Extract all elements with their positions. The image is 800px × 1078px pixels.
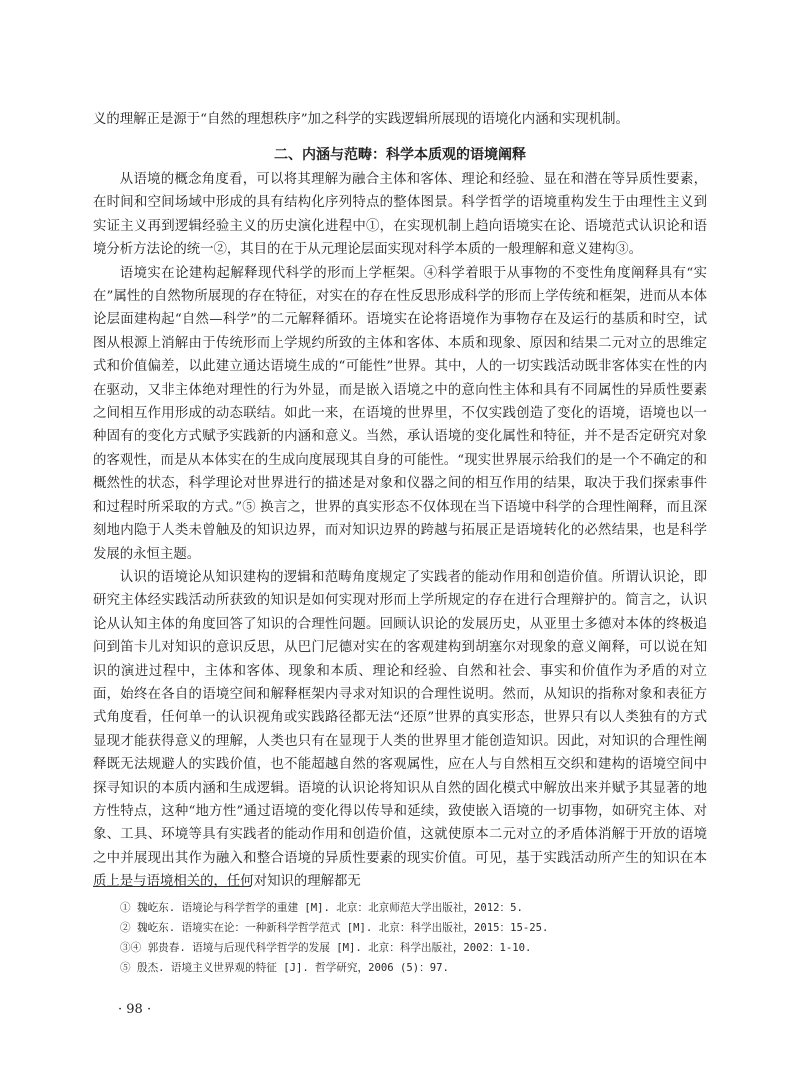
continued-paragraph xyxy=(93,108,707,132)
footnote: ⑤ 殷杰. 语境主义世界观的特征 [J]. 哲学研究，2006 (5)：97. xyxy=(120,962,449,974)
body-paragraphs xyxy=(93,168,707,894)
paragraph: 语境实在论建构起解释现代科学的形而上学框架。④科学着眼于从事物的不变性角度阐释具有“实在”属性的自然物所展现的存在特征，对实在的存在性反思形成科学的形而上学传统和框架，进而从本体论层面建构起“自然—科学”的二元解释循环。语境实在论将语境作为事物存在及运行的基质和时空，试图从根源上消解由于传统形而上学规约所致的主体和客体、本质和现象、原因和结果二元对立的思维定式和价值偏差，以此建立通达语境生成的“可能性”世界。其中，人的一切实践活动既非客体实在性的内在驱动，又非主体绝对理性的行为外显，而是嵌入语境之中的意向性主体和具有不同属性的异质性要素之间相互作用形成的动态联结。如此一来，在语境的世界里，不仅实践创造了变化的语境，语境也以一种固有的变化方式赋予实践新的内涵和意义。当然，承认语境的变化属性和特征，并不是否定研究对象的客观性，而是从本体实在的生成向度展现其自身的可能性。“现实世界展示给我们的是一个不确定的和概然性的状态，科学理论对世界进行的描述是对象和仪器之间的相互作用的结果，取决于我们探索事件和过程时所采取的方式。”⑤ 换言之，世界的真实形态不仅体现在当下语境中科学的合理性阐释，而且深刻地内隐于人类未曾触及的知识边界，而对知识边界的跨越与拓展正是语境转化的必然结果，也是科学发展的永恒主题。 xyxy=(93,265,707,562)
paragraph: 认识的语境论从知识建构的逻辑和范畴角度规定了实践者的能动作用和创造价值。所谓认识论，即研究主体经实践活动所获致的知识是如何实现对形而上学所规定的存在进行合理辩护的。简言之，认识论从认知主体的角度回答了知识的合理性问题。回顾认识论的发展历史，从亚里士多德对本体的终极追问到笛卡儿对知识的意识反思，从巴门尼德对实在的客观建构到胡塞尔对现象的意义阐释，可以说在知识的演进过程中，主体和客体、现象和本质、理论和经验、自然和社会、事实和价值作为矛盾的对立面，始终在各自的语境空间和解释框架内寻求对知识的合理性说明。然而，从知识的指称对象和表征方式角度看，任何单一的认识视角或实践路径都无法“还原”世界的真实形态，世界只有以人类独有的方式显现才能获得意义的理解，人类也只有在显现于人类的世界里才能创造知识。因此，对知识的合理性阐释既无法规避人的实践价值，也不能超越自然的客观属性，应在人与自然相互交织和建构的语境空间中探寻知识的本质内涵和生成逻辑。语境的认识论将知识从自然的固化模式中解放出来并赋予其显著的地方性特点，这种“地方性”通过语境的变化得以传导和延续，致使嵌入语境的一切事物，如研究主体、对象、工具、环境等具有实践者的能动作用和创造价值，这就使原本二元对立的矛盾体消解于开放的语境之中并展现出其作为融入和整合语境的异质性要素的现实价值。可见，基于实践活动所产生的知识在本质上是与语境相关的，任何对知识的理解都无 xyxy=(93,569,707,890)
page-number: · 98 · xyxy=(118,1002,152,1017)
footnote: ③④ 郭贵春. 语境与后现代科学哲学的发展 [M]. 北京：科学出版社，2002：1-10. xyxy=(120,942,532,954)
opening-line: 义的理解正是源于“自然的理想秩序”加之科学的实践逻辑所展现的语境化内涵和实现机制。 xyxy=(93,112,629,127)
paragraph: 从语境的概念角度看，可以将其理解为融合主体和客体、理论和经验、显在和潜在等异质性要素，在时间和空间场域中形成的具有结构化序列特点的整体图景。科学哲学的语境重构发生于由理性主义到实证主义再到逻辑经验主义的历史演化进程中①，在实现机制上趋向语境实在论、语境范式认识论和语境分析方法论的统一②，其目的在于从元理论层面实现对科学本质的一般理解和意义建构③。 xyxy=(93,172,707,258)
footnote: ① 魏屹东. 语境论与科学哲学的重建 [M]. 北京：北京师范大学出版社，2012：5. xyxy=(120,902,523,914)
footnote: ② 魏屹东. 语境实在论：一种新科学哲学范式 [M]. 北京：科学出版社，2015：15-25. xyxy=(120,922,549,934)
footnotes xyxy=(120,898,710,978)
section-heading: 二、内涵与范畴：科学本质观的语境阐释 xyxy=(274,147,526,163)
footnote-divider xyxy=(93,886,251,887)
